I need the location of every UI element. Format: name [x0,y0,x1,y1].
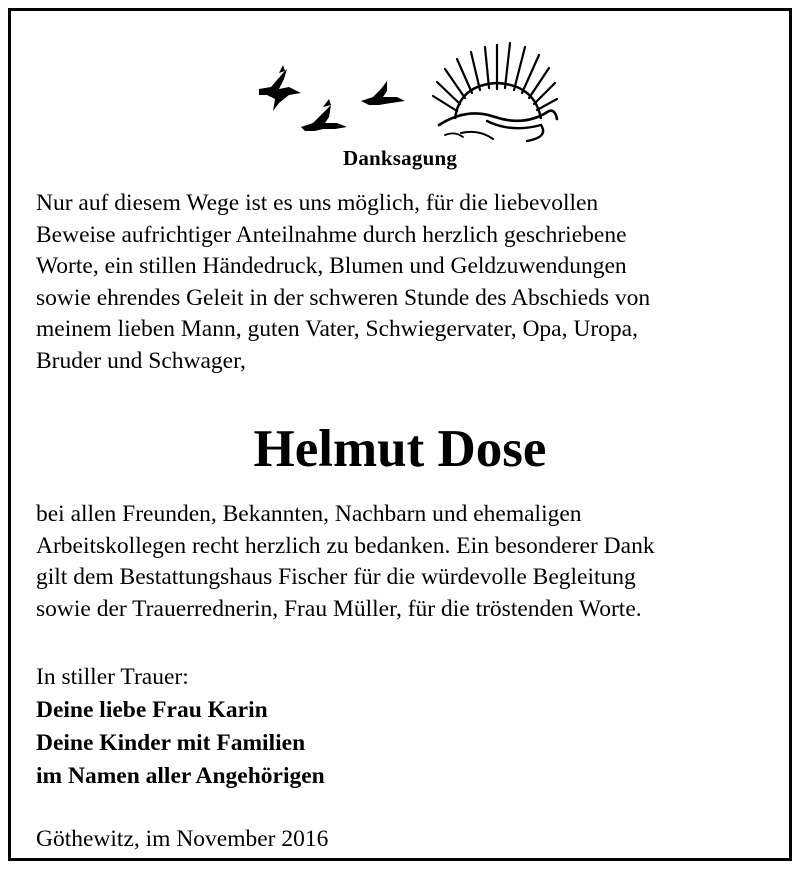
paragraph-line: Worte, ein stillen Händedruck, Blumen und Geldzuwendungen [36,253,627,279]
signature-block [36,661,776,793]
paragraph-line: bei allen Freunden, Bekannten, Nachbarn und ehemaligen [36,501,582,527]
paragraph-line: Bruder und Schwager, [36,347,246,374]
paragraph-line: gilt dem Bestattungshaus Fischer für die würdevolle Begleitung [36,564,636,590]
thanks-paragraph [36,188,776,377]
mourning-intro: In stiller Trauer: [36,664,189,690]
paragraph-line: Beweise aufrichtiger Anteilnahme durch herzlich geschriebene [36,221,627,248]
paragraph-line: Arbeitskollegen recht herzlich zu bedanken. Ein besonderer Dank [36,532,655,559]
place-date: Göthewitz, im November 2016 [36,826,329,852]
acknowledgement-paragraph [36,499,776,625]
signatory: Deine Kinder mit Familien [36,730,306,756]
paragraph-line: Nur auf diesem Wege ist es uns möglich, für die liebevollen [36,190,599,216]
birds-sunset-icon [249,33,559,145]
obituary-notice [8,8,792,861]
paragraph-line: sowie der Trauerrednerin, Frau Müller, für die tröstenden Worte. [36,595,642,622]
paragraph-line: sowie ehrendes Geleit in der schweren Stunde des Abschieds von [36,284,651,311]
signatory: Deine liebe Frau Karin [36,697,268,723]
paragraph-line: meinem lieben Mann, guten Vater, Schwiegervater, Opa, Uropa, [36,316,638,342]
notice-heading: Danksagung [342,146,458,170]
signatory: im Namen aller Angehörigen [36,763,325,789]
deceased-name: Helmut Dose [253,420,547,478]
